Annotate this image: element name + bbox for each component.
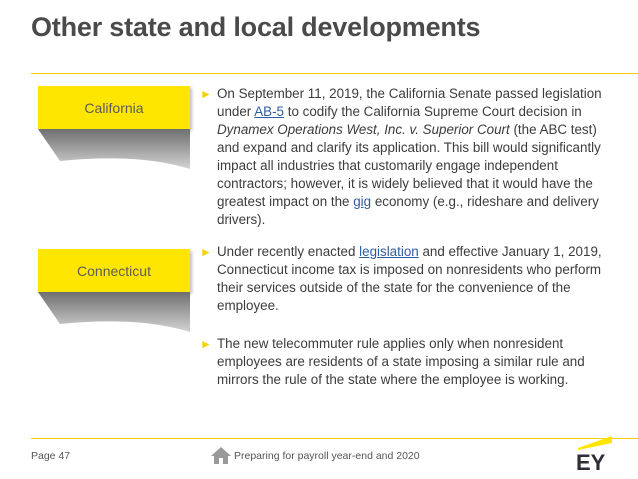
section-tab-connecticut [38, 249, 190, 336]
bullet-arrow-icon: ► [200, 87, 212, 101]
bullet-arrow-icon: ► [200, 245, 212, 259]
bullet-item [200, 335, 620, 389]
footer-doc-title: Preparing for payroll year-end and 2020 [234, 450, 420, 462]
bullet-list-california [200, 85, 620, 229]
text-run: (the ABC test) and expand and clarify its application. This bill would significantly impact all industries that customarily engage independent contractors; however, it is widely believed that it would have the greatest impact on the [217, 122, 601, 209]
bullet-item [200, 85, 620, 229]
bullet-text [217, 85, 620, 229]
text-run: economy (e.g., rideshare and delivery drivers). [217, 194, 599, 227]
svg-text:EY: EY [576, 450, 606, 472]
slide-title: Other state and local developments [31, 12, 481, 42]
bullet-arrow-icon: ► [200, 337, 212, 351]
text-run: The new telecommuter rule applies only when nonresident employees are residents of a state imposing a similar rule and mirrors the rule of the state where the employee is working. [217, 336, 585, 387]
text-run: Under recently enacted [217, 244, 360, 259]
tab-fold-shadow [38, 292, 190, 336]
bullet-list-connecticut-2 [200, 335, 620, 389]
ey-logo [574, 434, 614, 472]
case-name: Dynamex Operations West, Inc. v. Superior Court [217, 122, 510, 137]
bullet-list-connecticut [200, 243, 620, 315]
footer-divider [31, 438, 638, 439]
title-divider [31, 73, 638, 74]
text-run: On September 11, 2019, the California Senate passed legislation under [217, 86, 602, 119]
home-icon[interactable] [210, 446, 232, 465]
inline-link[interactable]: AB-5 [254, 104, 285, 119]
tab-label: California [38, 86, 190, 129]
text-run: to codify the California Supreme Court decision in [284, 104, 582, 119]
inline-link[interactable]: gig [353, 194, 372, 209]
page-number: Page 47 [31, 450, 71, 462]
bullet-text [217, 243, 620, 315]
bullet-item [200, 243, 620, 315]
tab-fold-shadow [38, 129, 190, 173]
section-tab-california [38, 86, 190, 173]
inline-link[interactable]: legislation [359, 244, 419, 259]
text-run: and effective January 1, 2019, Connecticut income tax is imposed on nonresidents who perform their services outside of the state for the convenience of the employee. [217, 244, 602, 313]
tab-label: Connecticut [38, 249, 190, 292]
bullet-text [217, 335, 620, 389]
